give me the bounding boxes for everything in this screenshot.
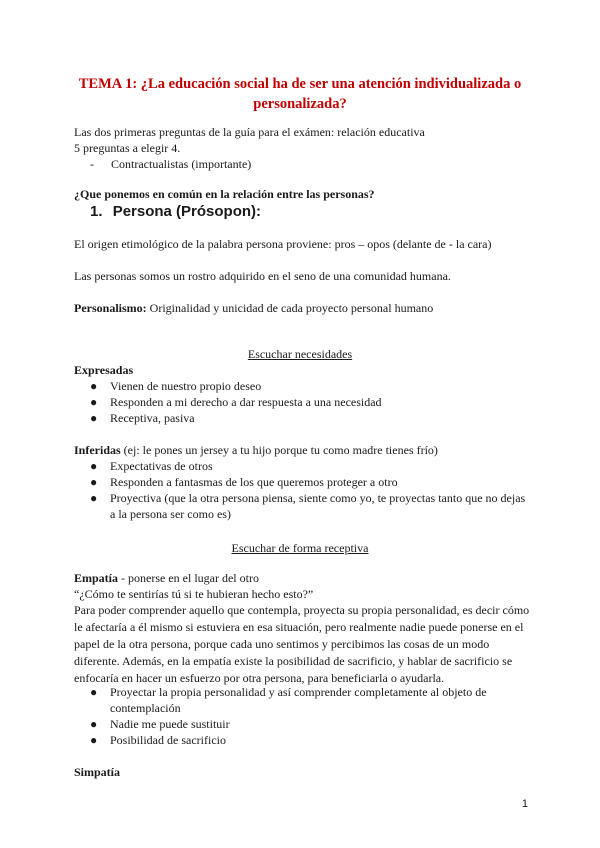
bullet-icon: ● [90,733,98,747]
list-item-text: Proyectar la propia personalidad y así comprender completamente al objeto de contemplación [110,685,487,715]
page-number: 1 [521,798,528,810]
personalismo-label: Personalismo: [74,301,147,315]
intro-line-2: 5 preguntas a elegir 4. [74,141,181,155]
personalismo-line [74,300,433,316]
page-title: TEMA 1: ¿La educación social ha de ser una atención individualizada o personalizada? [78,76,522,112]
section-number: 1. [90,203,103,220]
list-item [90,394,530,410]
empatia-quote: “¿Cómo te sentirías tú si te hubieran hecho esto?” [74,587,314,601]
question-heading: ¿Que ponemos en común en la relación entre las personas? [74,187,375,201]
list-item-text: Receptiva, pasiva [110,411,195,425]
list-item [90,684,530,716]
list-item-text: Responden a mi derecho a dar respuesta a una necesidad [110,395,382,409]
list-item-text: Responden a fantasmas de los que queremos proteger a otro [110,475,398,489]
empatia-text: - ponerse en el lugar del otro [118,571,259,585]
list-item-text: Expectativas de otros [110,459,213,473]
personalismo-text: Originalidad y unicidad de cada proyecto personal humano [146,301,434,315]
list-item [90,490,530,522]
empatia-label: Empatía [74,571,119,585]
subheading-escuchar-necesidades: Escuchar necesidades [247,347,353,361]
bullet-icon: ● [90,411,98,425]
bullet-icon: ● [90,395,98,409]
etymology-text: El origen etimológico de la palabra persona proviene: pros – opos (delante de - la cara) [74,237,492,251]
section-heading-persona [90,204,261,220]
bullet-icon: ● [90,685,98,699]
list-item-text: Posibilidad de sacrificio [110,733,226,747]
empatia-paragraph: Para poder comprender aquello que contempla, proyecta su propia personalidad, es decir cómo le afectaría a él mismo si estuviera en esa situación, pero realmente nadie puede ponerse en el papel de la otra persona, porque cada uno sentimos y percibimos las cosas de un modo diferente. Además, en la empatía existe la posibilidad de sacrificio, y hablar de sacrificio se enfocaría en hacer un esfuerzo por otra persona, para beneficiarla o ayudarla. [74,603,530,685]
subheading-escuchar-receptiva: Escuchar de forma receptiva [231,541,369,555]
bullet-icon: ● [90,717,98,731]
inferidas-text: (ej: le pones un jersey a tu hijo porque tu como madre tienes frío) [120,443,438,457]
list-item [90,716,530,732]
list-item-text: Vienen de nuestro propio deseo [110,379,262,393]
list-item-text: Nadie me puede sustituir [110,717,230,731]
bullet-icon: ● [90,491,98,505]
empatia-line [74,570,259,586]
list-item-text: Proyectiva (que la otra persona piensa, siente como yo, te proyectas tanto que no dejas a la persona ser como es) [110,491,526,521]
list-item [90,732,530,748]
list-item [90,458,530,474]
section-title: Persona (Prósopon): [112,203,262,220]
inferidas-label: Inferidas [74,443,121,457]
bullet-icon: ● [90,379,98,393]
inferidas-line [74,442,438,458]
expresadas-label: Expresadas [74,363,134,377]
simpatia-label: Simpatía [74,765,121,779]
dash-marker: - [90,157,94,171]
list-item [90,410,530,426]
list-item [90,474,530,490]
rostro-text: Las personas somos un rostro adquirido en el seno de una comunidad humana. [74,269,451,283]
list-item [90,378,530,394]
bullet-icon: ● [90,475,98,489]
dash-item-text: Contractualistas (importante) [111,157,252,171]
bullet-icon: ● [90,459,98,473]
dash-list-item [90,156,251,172]
intro-line-1: Las dos primeras preguntas de la guía para el exámen: relación educativa [74,125,425,139]
